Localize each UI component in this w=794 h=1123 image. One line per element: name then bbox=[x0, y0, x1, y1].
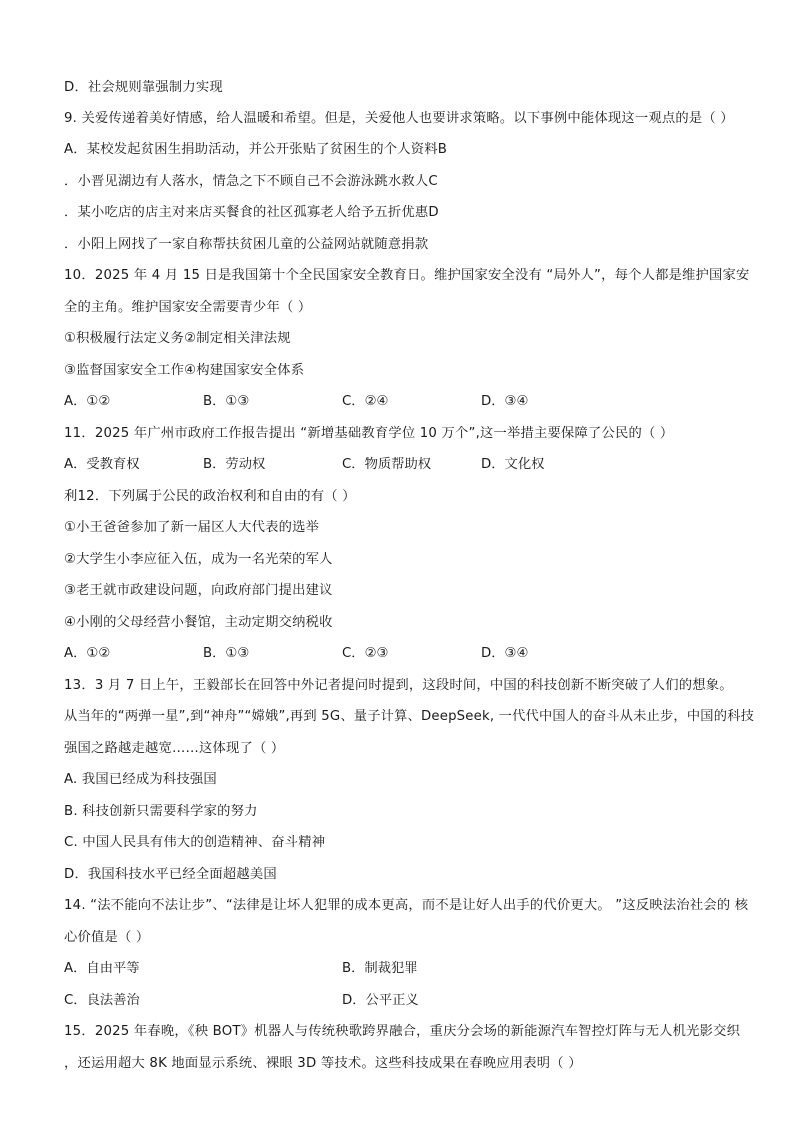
q11-option-b: B．劳动权 bbox=[203, 457, 266, 472]
q12-stem: 利12．下列属于公民的政治权利和自由的有（ ） bbox=[64, 489, 356, 504]
q12-statement-line: ②大学生小李应征入伍，成为一名光荣的军人 bbox=[64, 552, 333, 567]
q10-statement-line: ③监督国家安全工作④构建国家安全体系 bbox=[64, 363, 305, 378]
q11-option-a: A．受教育权 bbox=[64, 457, 140, 472]
q9-stem: 9. 关爱传递着美好情感，给人温暖和希望。但是，关爱他人也要讲求策略。以下事例中能体现这一观点的是（ ） bbox=[64, 111, 734, 126]
q12-statement-line: ③老王就市政建设问题，向政府部门提出建议 bbox=[64, 583, 333, 598]
q9-option-line: A．某校发起贫困生捐助活动，并公开张贴了贫困生的个人资料B bbox=[64, 142, 448, 157]
q11-stem: 11．2025 年广州市政府工作报告提出 “新增基础教育学位 10 万个”,这一举措主要保障了公民的（ ） bbox=[64, 426, 674, 441]
q13-stem-cont: 强国之路越走越宽……这体现了（ ） bbox=[64, 741, 285, 756]
q15-stem-cont: ，还运用超大 8K 地面显示系统、裸眼 3D 等技术。这些科技成果在春晚应用表明（ ） bbox=[64, 1056, 582, 1071]
q14-option-a: A．自由平等 bbox=[64, 961, 140, 976]
q13-option-b: B. 科技创新只需要科学家的努力 bbox=[64, 804, 258, 819]
q10-stem-cont: 全的主角。维护国家安全需要青少年（ ） bbox=[64, 300, 312, 315]
q12-option-b: B．①③ bbox=[203, 646, 250, 661]
q10-stem: 10．2025 年 4 月 15 日是我国第十个全民国家安全教育日。维护国家安全没有 “局外人”，每个人都是维护国家安 bbox=[64, 268, 750, 283]
q14-stem: 14. “法不能向不法让步”、“法律是让坏人犯罪的成本更高，而不是让好人出手的代价更大。 ”这反映法治社会的 核 bbox=[64, 898, 749, 913]
q9-option-line: ．某小吃店的店主对来店买餐食的社区孤寡老人给予五折优惠D bbox=[64, 205, 439, 220]
q10-statement-line: ①积极履行法定义务②制定相关津法规 bbox=[64, 331, 291, 346]
q14-stem-cont: 心价值是（ ） bbox=[64, 930, 150, 945]
q13-option-a: A. 我国已经成为科技强国 bbox=[64, 772, 217, 787]
q10-option-a: A．①② bbox=[64, 394, 111, 409]
q10-option-c: C．②④ bbox=[342, 394, 389, 409]
q13-stem-cont: 从当年的“两弹一星”,到“神舟”“嫦娥”,再到 5G、量子计算、DeepSeek, 一代代中国人的奋斗从未止步，中国的科技 bbox=[64, 709, 755, 724]
q10-option-b: B．①③ bbox=[203, 394, 250, 409]
q14-option-d: D．公平正义 bbox=[342, 993, 419, 1008]
q12-option-d: D．③④ bbox=[481, 646, 529, 661]
q12-option-a: A．①② bbox=[64, 646, 111, 661]
q13-stem: 13．3 月 7 日上午，王毅部长在回答中外记者提问时提到，这段时间，中国的科技创新不断突破了人们的想象。 bbox=[64, 678, 733, 693]
q14-option-b: B．制裁犯罪 bbox=[342, 961, 418, 976]
q10-option-d: D．③④ bbox=[481, 394, 529, 409]
q15-stem: 15．2025 年春晚，《秧 BOT》机器人与传统秧歌跨界融合，重庆分会场的新能源汽车智控灯阵与无人机光影交织 bbox=[64, 1024, 741, 1039]
q9-option-line: ．小晋见湖边有人落水，情急之下不顾自己不会游泳跳水救人C bbox=[64, 174, 438, 189]
q13-option-c: C. 中国人民具有伟大的创造精神、奋斗精神 bbox=[64, 835, 326, 850]
q8-option-d: D．社会规则靠强制力实现 bbox=[64, 80, 223, 95]
q12-option-c: C．②③ bbox=[342, 646, 389, 661]
q11-option-c: C．物质帮助权 bbox=[342, 457, 432, 472]
q14-option-c: C．良法善治 bbox=[64, 993, 140, 1008]
q11-option-d: D．文化权 bbox=[481, 457, 545, 472]
q12-statement-line: ④小刚的父母经营小餐馆，主动定期交纳税收 bbox=[64, 615, 333, 630]
q13-option-d: D．我国科技水平已经全面超越美国 bbox=[64, 867, 277, 882]
q12-statement-line: ①小王爸爸参加了新一届区人大代表的选举 bbox=[64, 520, 320, 535]
q9-option-line: ．小阳上网找了一家自称帮扶贫困儿童的公益网站就随意捐款 bbox=[64, 237, 429, 252]
